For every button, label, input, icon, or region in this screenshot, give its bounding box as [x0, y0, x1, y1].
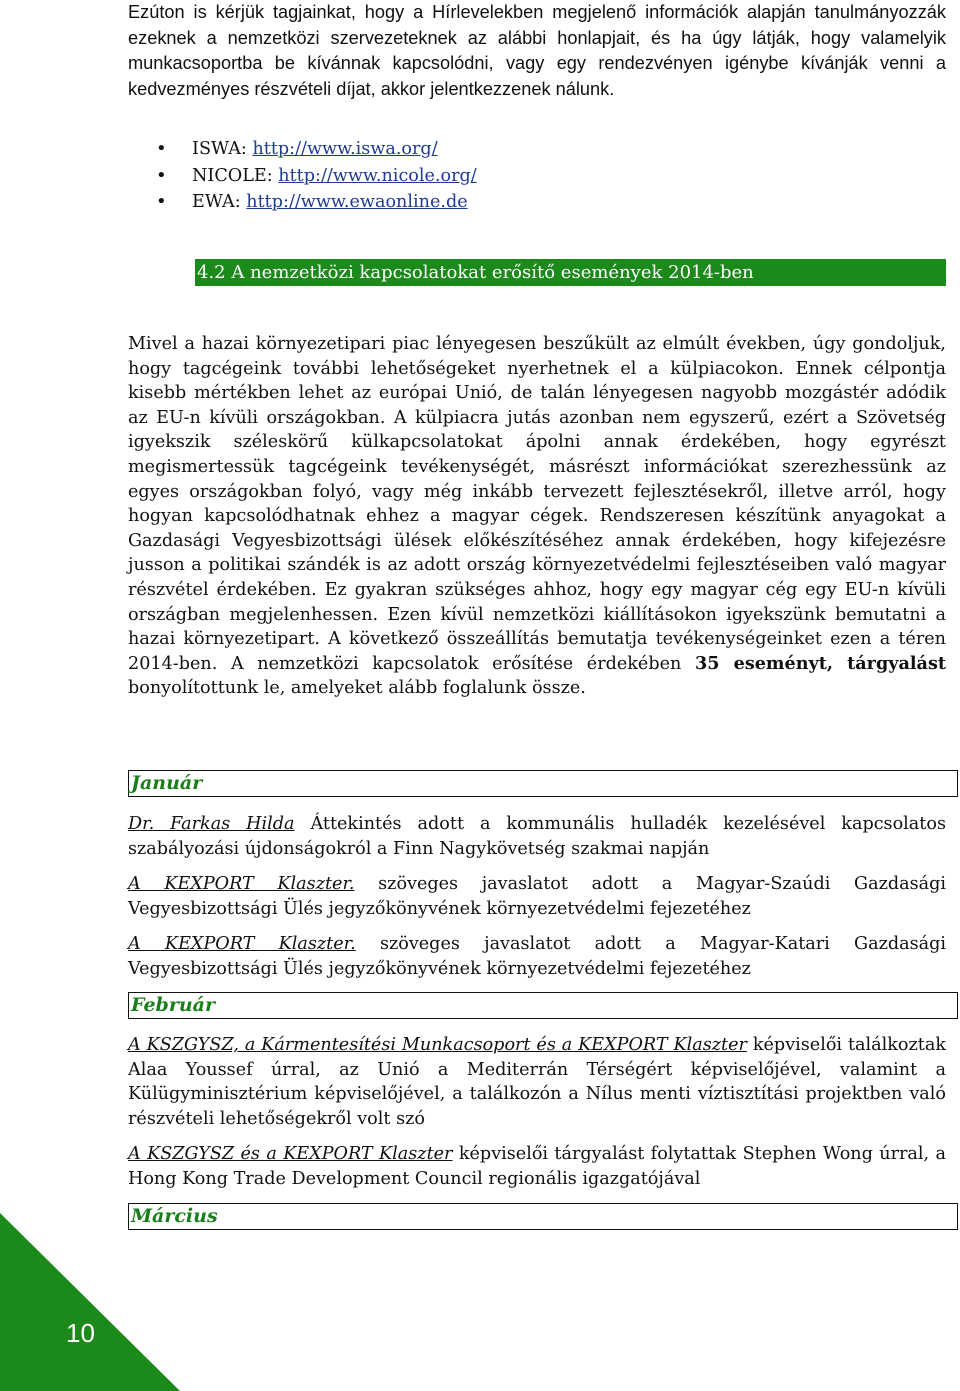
month-heading-march: Március: [128, 1203, 958, 1230]
green-corner-triangle: [0, 1213, 180, 1391]
page-number: 10: [66, 1318, 95, 1348]
main-text-1: Mivel a hazai környezetipari piac lényegesen beszűkült az elmúlt években, úgy gondoljuk, hogy tagcégeink további lehetőségeket nyerhetnek el a külpiacokon. Ennek célpontja kisebb mértékben lehet az európai Unió, de talán lényegesen nagyobb mozgástér adódik az EU-n kívüli országokban. A külpiacra jutás azonban nem egyszerű, ezért a Szövetség igyekszik széleskörű külkapcsolatokat ápolni annak érdekében, hogy egyrészt megismertessük tagcégeink tevékenységét, másrészt információkat szerezhessünk az egyes országokban folyó, vagy még inkább tervezett fejlesztésekről, illetve arról, hogy hogyan kapcsolódhatnak ehhez a magyar cégek. Rendszeresen készítünk anyagokat a Gazdasági Vegyesbizottsági ülések előkészítéséhez annak érdekében, hogy kifejezésre jusson a politikai szándék is az adott ország környezetvédelmi fejlesztéseiben való magyar részvétel érdekében. Ez gyakran szükséges ahhoz, hogy egy magyar cég egy EU-n kívüli országban megjelenhessen. Ezen kívül nemzetközi kiállításokon igyekszünk bemutatni a hazai környezetipart. A következő összeállítás bemutatja tevékenységeinket ezen a téren 2014-ben. A nemzetközi kapcsolatok erősítése érdekében: [128, 334, 946, 674]
main-text-bold: 35 eseményt, tárgyalást: [694, 652, 946, 674]
entry-actor: A KEXPORT Klaszter.: [128, 934, 356, 954]
intro-paragraph: [128, 0, 946, 102]
entry-text: szöveges javaslatot adott a Magyar-Katari Gazdasági Vegyesbizottsági Ülés jegyzőkönyvének környezetvédelmi fejezetéhez: [128, 934, 946, 979]
month-heading-january: Január: [128, 770, 958, 797]
ewa-link[interactable]: http://www.ewaonline.de: [246, 192, 468, 212]
entry-actor: A KSZGYSZ és a KEXPORT Klaszter: [128, 1144, 453, 1164]
main-text-2: bonyolítottunk le, amelyeket alább foglalunk össze.: [128, 678, 586, 699]
list-item: [128, 932, 946, 981]
section-heading: 4.2 A nemzetközi kapcsolatokat erősítő események 2014-ben: [197, 262, 754, 283]
organization-links-list: [128, 136, 477, 216]
section-heading-bar: [195, 259, 946, 286]
list-item: [128, 1142, 946, 1191]
entry-text: szöveges javaslatot adott a Magyar-Szaúdi Gazdasági Vegyesbizottsági Ülés jegyzőkönyvének környezetvédelmi fejezetéhez: [128, 874, 946, 919]
list-item-ewa: • EWA: http://www.ewaonline.de: [128, 189, 477, 216]
entry-actor: A KSZGYSZ, a Kármentesítési Munkacsoport és a KEXPORT Klaszter: [128, 1035, 747, 1055]
list-item-nicole: • NICOLE: http://www.nicole.org/: [128, 163, 477, 190]
nicole-link[interactable]: http://www.nicole.org/: [278, 165, 477, 186]
list-item-iswa: • ISWA: http://www.iswa.org/: [128, 136, 477, 163]
month-heading-february: Február: [128, 992, 958, 1019]
entry-actor: A KEXPORT Klaszter.: [128, 874, 355, 894]
entry-actor: Dr. Farkas Hilda: [128, 814, 295, 834]
intro-text: Ezúton is kérjük tagjainkat, hogy a Hírlevelekben megjelenő információk alapján tanulmányozzák ezeknek a nemzetközi szervezeteknek az alábbi honlapjait, és ha úgy látják, hogy valamelyik munkacsoportba be kívánnak kapcsolódni, vagy egy rendezvényen igénybe kívánják venni a kedvezményes részvételi díjat, akkor jelentkezzenek nálunk.: [128, 2, 946, 99]
entry-text: képviselői tárgyalást folytattak Stephen Wong úrral, a Hong Kong Trade Development Council regionális igazgatójával: [128, 1144, 946, 1189]
entry-text: képviselői találkoztak Alaa Youssef úrral, az Unió a Mediterrán Térségért képviselőjével, valamint a Külügyminisztérium képviselőjével, a találkozón a Nílus menti víztisztítási projektben való részvételi lehetőségekről volt szó: [128, 1035, 946, 1129]
list-item: [128, 1033, 946, 1131]
iswa-link[interactable]: http://www.iswa.org/: [252, 139, 438, 159]
entry-text: Áttekintés adott a kommunális hulladék kezelésével kapcsolatos szabályozási újdonságokról a Finn Nagykövetség szakmai napján: [128, 814, 946, 859]
list-item: [128, 812, 946, 861]
main-paragraph: [128, 332, 946, 701]
list-item: [128, 872, 946, 921]
